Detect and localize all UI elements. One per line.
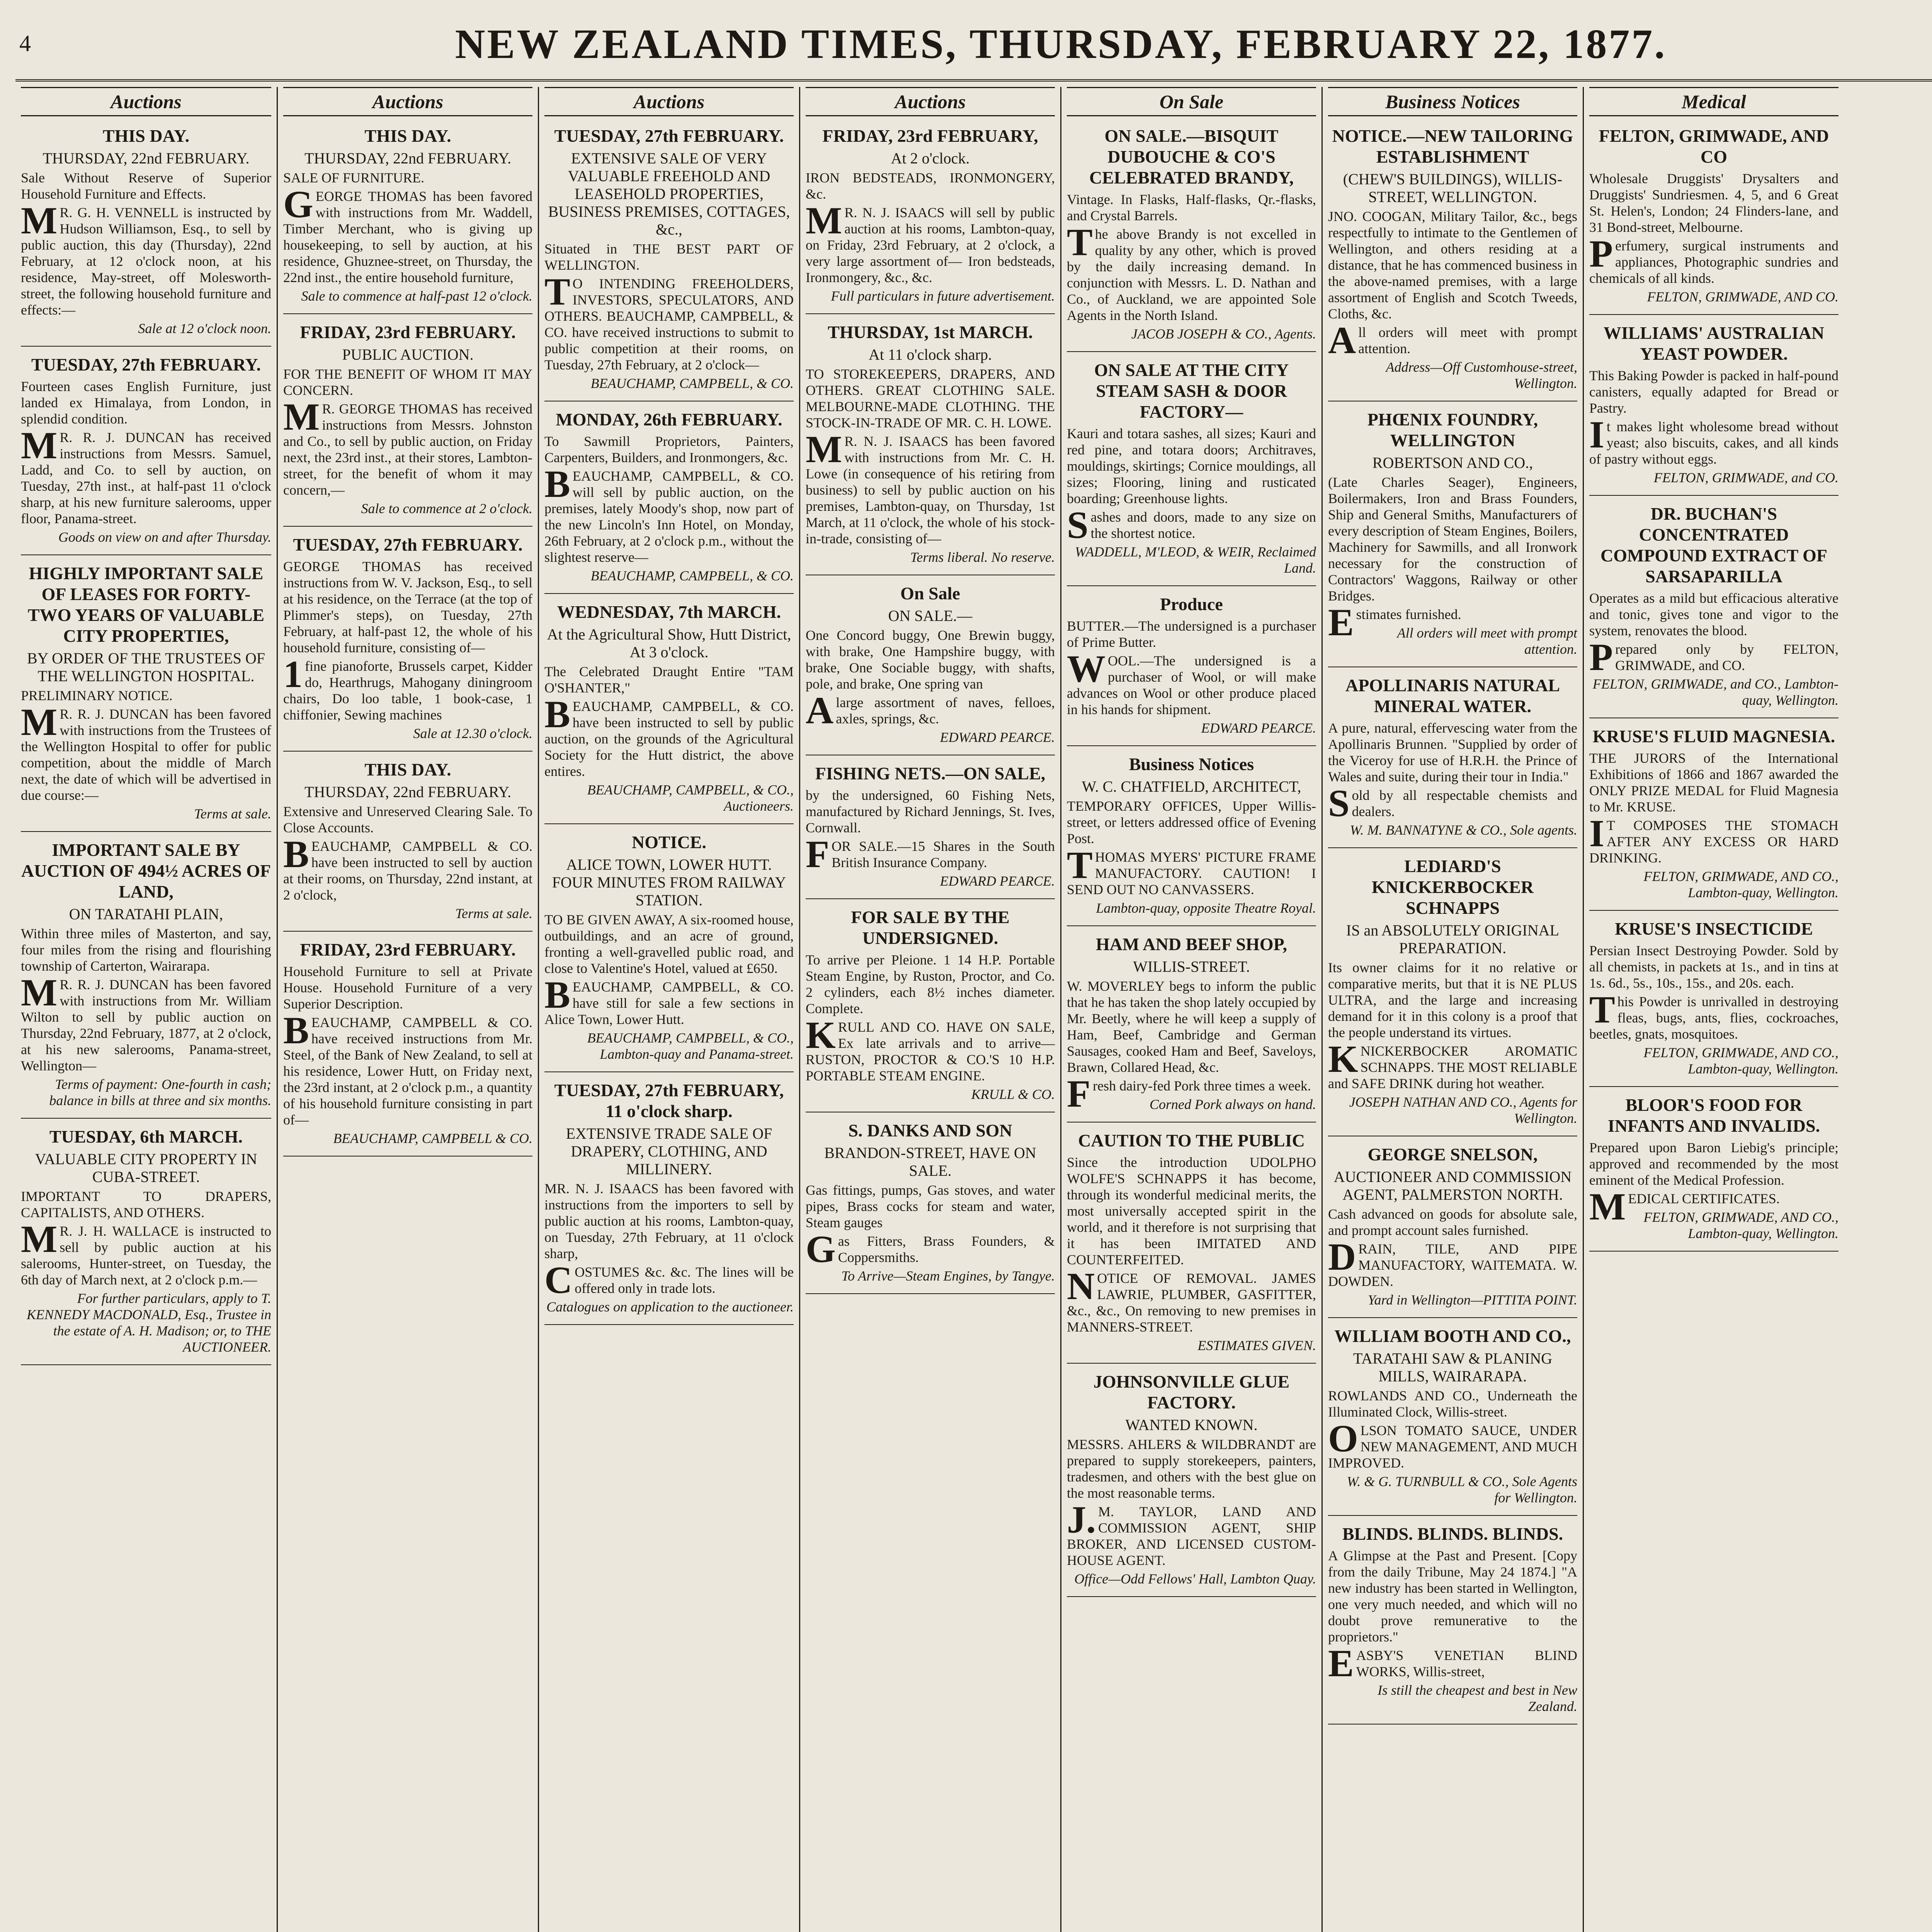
ad-signature: FELTON, GRIMWADE, and CO., Lambton-quay, Wellington. <box>1592 676 1838 708</box>
advertisement <box>544 828 794 1072</box>
ad-subheadline: BY ORDER OF THE TRUSTEES OF THE WELLINGTON HOSPITAL. <box>27 650 265 685</box>
ad-headline: THIS DAY. <box>102 126 190 146</box>
ad-signature: FELTON, GRIMWADE, and CO. <box>1653 470 1838 485</box>
ad-body-text: MR. N. J. ISAACS has been favored with instructions from Mr. C. H. Lowe (in consequence of his retiring from business) to sell by public auction on his premises, Lambton-quay, on Thursday, 1st March, at 11 o'clock, the whole of his stock-in-trade, consisting of— <box>806 428 1055 546</box>
advertisement <box>1328 852 1577 1136</box>
ad-body-text: MR. G. H. VENNELL is instructed by Hudson Williamson, Esq., to sell by public auction, this day (Thursday), 22nd February, at 12 o'clock noon, at his residence, May-street, off Molesworth-street, the following household furniture and effects:— <box>21 199 271 318</box>
ad-lead-text: (Late Charles Seager), Engineers, Boilermakers, Iron and Brass Founders, Ship and General Smiths, Manufacturers of every description of Steam Engines, Boilers, Machinery for Sawmills, and all Ironwork necessary for the construction of Contractors' Waggons, Railway or other Bridges. <box>1328 474 1577 604</box>
ad-headline: TUESDAY, 27th FEBRUARY. <box>554 126 784 146</box>
ad-body-text: It makes light wholesome bread without yeast; also biscuits, cakes, and all kinds of pastry without eggs. <box>1589 413 1838 467</box>
ad-signature: Terms at sale. <box>455 906 532 921</box>
ad-headline: WEDNESDAY, 7th MARCH. <box>557 602 781 622</box>
ad-signature: Sale to commence at 2 o'clock. <box>361 501 532 516</box>
ad-body-text: BEAUCHAMP, CAMPBELL, & CO. have been instructed to sell by public auction, on the grounds of the Agricultural Society for the Hutt district, the above entires. <box>544 693 794 779</box>
ad-subheadline: ON SALE.— <box>888 607 973 624</box>
ad-lead-text: This Baking Powder is packed in half-pound canisters, equally adapted for Bread or Pastry. <box>1589 368 1838 416</box>
ad-signature: BEAUCHAMP, CAMPBELL, & CO. <box>590 376 794 391</box>
column-heading: Medical <box>1589 87 1838 116</box>
ad-body-text: Sashes and doors, made to any size on the shortest notice. <box>1067 503 1316 546</box>
column-heading: Auctions <box>283 87 532 116</box>
ad-headline: NOTICE. <box>632 832 706 852</box>
ad-lead-text: Household Furniture to sell at Private House. Household Furniture of a very Superior Description. <box>283 964 532 1012</box>
ad-lead-text: JNO. COOGAN, Military Tailor, &c., begs respectfully to intimate to the Gentlemen of Wellington, and others residing at a distance, that he has commenced business in the above-named premises, with a large assortment of English and Scotch Tweeds, Cloths, &c. <box>1328 209 1577 321</box>
ad-subheadline: ALICE TOWN, LOWER HUTT. FOUR MINUTES FROM RAILWAY STATION. <box>552 856 786 909</box>
ad-lead-text: W. MOVERLEY begs to inform the public that he has taken the shop lately occupied by Mr. Beetly, where he will keep a supply of Ham, Beef, Cambridge and German Sausages, cooked Ham and Beef, Saveloys, Brawn, Collared Head, &c. <box>1067 978 1316 1075</box>
ad-signature: To Arrive—Steam Engines, by Tangye. <box>841 1268 1055 1284</box>
ad-signature: BEAUCHAMP, CAMPBELL & CO. <box>333 1131 532 1146</box>
advertisement <box>283 318 532 527</box>
ad-body-text: Prepared only by FELTON, GRIMWADE, and CO. <box>1589 636 1838 679</box>
column-heading: Auctions <box>544 87 794 116</box>
column-1 <box>15 87 277 1932</box>
ad-subheadline: At the Agricultural Show, Hutt District, At 3 o'clock. <box>547 626 791 661</box>
ad-headline: FRIDAY, 23rd FEBRUARY. <box>300 940 516 959</box>
ad-signature: JOSEPH NATHAN AND CO., Agents for Wellington. <box>1349 1094 1577 1126</box>
column-heading: On Sale <box>1067 87 1316 116</box>
ad-lead-text: Since the introduction UDOLPHO WOLFE'S SCHNAPPS it has become, through its wonderful medicinal merits, the most universally accepted spirit in the world, and it therefore is not surprising that it has been IMITATED AND COUNTERFEITED. <box>1067 1155 1316 1267</box>
ad-signature: Lambton-quay, opposite Theatre Royal. <box>1096 900 1316 916</box>
column-heading: Auctions <box>21 87 271 116</box>
advertisement <box>1328 405 1577 667</box>
ad-lead-text: To arrive per Pleione. 1 14 H.P. Portable Steam Engine, by Ruston, Proctor, and Co. 2 cylinders, each 8½ inches diameter. Complete. <box>806 952 1055 1016</box>
column-2 <box>277 87 538 1932</box>
ad-lead-text: Within three miles of Masterton, and say, four miles from the rising and flourishing township of Carterton, Wairarapa. <box>21 926 271 974</box>
ad-signature: FELTON, GRIMWADE, AND CO., Lambton-quay, Wellington. <box>1643 1045 1838 1077</box>
ad-signature: Full particulars in future advertisement. <box>831 288 1055 304</box>
ad-lead-text: To Sawmill Proprietors, Painters, Carpenters, Builders, and Ironmongers, &c. <box>544 434 794 465</box>
ad-headline: FOR SALE BY THE UNDERSIGNED. <box>851 907 1010 948</box>
ad-headline: FRIDAY, 23rd FEBRUARY. <box>300 322 516 342</box>
ad-headline: TUESDAY, 6th MARCH. <box>49 1127 243 1146</box>
ad-signature: Catalogues on application to the auctioneer. <box>546 1299 794 1315</box>
ad-body-text: KRULL AND CO. HAVE ON SALE, Ex late arrivals and to arrive— RUSTON, PROCTOR & CO.'S 10 H.P. PORTABLE STEAM ENGINE. <box>806 1014 1055 1083</box>
ad-headline: NOTICE.—NEW TAILORING ESTABLISHMENT <box>1332 126 1573 167</box>
ad-lead-text: GEORGE THOMAS has received instructions from W. V. Jackson, Esq., to sell at his residence, on the Terrace (at the top of Plimmer's steps), on Tuesday, 27th February, at half-past 12, the whole of his household furniture, consisting of— <box>283 559 532 655</box>
ad-signature: All orders will meet with prompt attention. <box>1397 625 1577 657</box>
ad-lead-text: Sale Without Reserve of Superior Household Furniture and Effects. <box>21 170 271 202</box>
ad-headline: LEDIARD'S KNICKERBOCKER SCHNAPPS <box>1371 856 1534 918</box>
ad-subheadline: VALUABLE CITY PROPERTY IN CUBA-STREET. <box>35 1150 257 1185</box>
ad-body-text: All orders will meet with prompt attention. <box>1328 319 1577 362</box>
ad-headline: S. DANKS AND SON <box>848 1121 1012 1140</box>
advertisement <box>1328 671 1577 848</box>
ad-body-text: THOMAS MYERS' PICTURE FRAME MANUFACTORY. CAUTION! I SEND OUT NO CANVASSERS. <box>1067 844 1316 897</box>
ad-body-text: MR. R. J. DUNCAN has received instructions from Messrs. Samuel, Ladd, and Co. to sell by auction, on Tuesday, 27th inst., at half-past 11 o'clock sharp, at his new furniture salerooms, upper floor, Panama-street. <box>21 424 271 526</box>
page-number: 4 <box>19 31 31 56</box>
ad-lead-text: Kauri and totara sashes, all sizes; Kauri and red pine, and totara doors; Architraves, mouldings, skirtings; Cornice mouldings, all sizes; Flooring, lining and rusticated boarding; Greenhouse lights. <box>1067 426 1316 506</box>
ad-body-text: TO INTENDING FREEHOLDERS, INVESTORS, SPECULATORS, AND OTHERS. BEAUCHAMP, CAMPBELL, & CO. have received instructions to submit to public competition at their rooms, on Tuesday, 27th February, at 2 o'clock— <box>544 270 794 372</box>
ad-lead-text: A Glimpse at the Past and Present. [Copy from the daily Tribune, May 24 1874.] "A new industry has been started in Wellington, one very much needed, and which will no doubt prove remunerative to the proprietors." <box>1328 1548 1577 1645</box>
advertisement <box>1589 722 1838 911</box>
ad-subheadline: At 2 o'clock. <box>891 150 970 167</box>
advertisement <box>1067 122 1316 352</box>
ad-headline: WILLIAMS' AUSTRALIAN YEAST POWDER. <box>1603 323 1825 364</box>
ad-subheadline: EXTENSIVE TRADE SALE OF DRAPERY, CLOTHING, AND MILLINERY. <box>566 1125 772 1178</box>
ad-subheadline: W. C. CHATFIELD, ARCHITECT, <box>1082 778 1301 795</box>
advertisement <box>806 759 1055 899</box>
ad-headline: KRUSE'S FLUID MAGNESIA. <box>1592 726 1835 746</box>
advertisement <box>1328 1140 1577 1318</box>
ad-signature: ESTIMATES GIVEN. <box>1197 1338 1316 1353</box>
ad-subheadline: PUBLIC AUCTION. <box>342 346 474 363</box>
ad-signature: Sale at 12 o'clock noon. <box>138 321 271 336</box>
ad-lead-text: Gas fittings, pumps, Gas stoves, and water pipes, Brass cocks for steam and water, Steam gauges <box>806 1182 1055 1230</box>
ad-signature: Sale at 12.30 o'clock. <box>413 726 532 741</box>
ad-body-text: The above Brandy is not excelled in quality by any other, which is proved by the daily increasing demand. In conjunction with Messrs. L. D. Nathan and Co., of Auckland, we are appointed Sole Agents in the North Island. <box>1067 221 1316 323</box>
ad-headline: PHŒNIX FOUNDRY, WELLINGTON <box>1367 410 1538 450</box>
ad-lead-text: Its owner claims for it no relative or comparative merits, but that it is NE PLUS ULTRA, and the large and increasing demand for it in this colony is a proof that the people understand its virtues. <box>1328 960 1577 1040</box>
ad-headline: Produce <box>1160 594 1223 614</box>
ad-headline: TUESDAY, 27th FEBRUARY. <box>293 535 523 554</box>
ad-subheadline: ROBERTSON AND CO., <box>1372 454 1533 471</box>
advertisement <box>1589 500 1838 718</box>
ad-lead-text: The Celebrated Draught Entire "TAM O'SHANTER," <box>544 664 794 696</box>
ad-body-text: BEAUCHAMP, CAMPBELL & CO. have been instructed to sell by auction at their rooms, on Thursday, 22nd instant, at 2 o'clock, <box>283 833 532 903</box>
columns <box>15 87 1932 1932</box>
column-4 <box>799 87 1060 1932</box>
advertisement <box>283 935 532 1156</box>
newspaper-title: NEW ZEALAND TIMES, THURSDAY, FEBRUARY 22, 1877. <box>455 21 1667 67</box>
ad-headline: APOLLINARIS NATURAL MINERAL WATER. <box>1345 675 1560 716</box>
ad-headline: TUESDAY, 27th FEBRUARY. <box>31 355 261 374</box>
advertisement <box>1067 750 1316 926</box>
advertisement <box>1067 1367 1316 1597</box>
ad-body-text: MR. J. H. WALLACE is instructed to sell by public auction at his salerooms, Hunter-street, on Tuesday, the 6th day of March next, at 2 o'clock p.m.— <box>21 1218 271 1287</box>
ad-headline: FRIDAY, 23rd FEBRUARY, <box>822 126 1038 146</box>
ad-lead-text: BUTTER.—The undersigned is a purchaser of Prime Butter. <box>1067 618 1316 650</box>
masthead-rule <box>15 79 1932 82</box>
ad-lead-text: Extensive and Unreserved Clearing Sale. To Close Accounts. <box>283 804 532 835</box>
ad-lead-text: One Concord buggy, One Brewin buggy, with brake, One Hampshire buggy, with brake, One Sociable buggy, with shafts, pole, and brake, One spring van <box>806 628 1055 692</box>
ad-subheadline: THURSDAY, 22nd FEBRUARY. <box>304 783 511 801</box>
ad-headline: THIS DAY. <box>364 760 451 779</box>
advertisement <box>806 122 1055 314</box>
ad-body-text: COSTUMES &c. &c. The lines will be offered only in trade lots. <box>544 1259 794 1301</box>
ad-subheadline: ON TARATAHI PLAIN, <box>69 905 223 923</box>
ad-lead-text: A pure, natural, effervescing water from the Apollinaris Brunnen. "Supplied by order of the Viceroy for use of H.R.H. the Prince of Wales and suite, during their tour in India." <box>1328 720 1577 784</box>
column-3 <box>538 87 799 1932</box>
ad-signature: Address—Off Customhouse-street, Wellington. <box>1386 359 1577 391</box>
advertisement <box>806 1116 1055 1294</box>
column-6 <box>1321 87 1583 1932</box>
ad-body-text: Fresh dairy-fed Pork three times a week. <box>1067 1072 1311 1115</box>
ad-headline: KRUSE'S INSECTICIDE <box>1615 919 1813 939</box>
ad-lead-text: MESSRS. AHLERS & WILDBRANDT are prepared to supply storekeepers, painters, tradesmen, and others with the best glue on the most reasonable terms. <box>1067 1437 1316 1501</box>
ad-signature: BEAUCHAMP, CAMPBELL, & CO., Lambton-quay and Panama-street. <box>587 1030 794 1062</box>
ad-signature: FELTON, GRIMWADE, AND CO., Lambton-quay, Wellington. <box>1643 869 1838 900</box>
ad-body-text: GEORGE THOMAS has been favored with instructions from Mr. Waddell, Timber Merchant, who is giving up housekeeping, to sell by auction, at his residence, Ghuznee-street, on Thursday, the 22nd inst., the entire household furniture, <box>283 183 532 285</box>
ad-lead-text: ROWLANDS AND CO., Underneath the Illuminated Clock, Willis-street. <box>1328 1388 1577 1420</box>
advertisement <box>544 1076 794 1325</box>
ad-headline: Business Notices <box>1129 754 1254 774</box>
ad-body-text: MR. GEORGE THOMAS has received instructions from Messrs. Johnston and Co., to sell by public auction, on Friday next, the 23rd inst., at their stores, Lambton-street, for the benefit of whom it may concern,— <box>283 395 532 498</box>
ad-headline: CAUTION TO THE PUBLIC <box>1078 1131 1305 1150</box>
ad-body-text: Perfumery, surgical instruments and appliances, Photographic sundries and chemicals of all kinds. <box>1589 232 1838 286</box>
ad-body-text: WOOL.—The undersigned is a purchaser of Wool, or will make advances on Wool or other produce placed in his hands for shipment. <box>1067 647 1316 717</box>
column-7 <box>1583 87 1844 1932</box>
ad-lead-text: FOR THE BENEFIT OF WHOM IT MAY CONCERN. <box>283 366 532 398</box>
masthead <box>15 15 1932 73</box>
ad-lead-text: MR. N. J. ISAACS has been favored with instructions from the importers to sell by public auction at his rooms, Lambton-quay, on Tuesday, 27th February, at 11 o'clock sharp, <box>544 1181 794 1261</box>
advertisement <box>283 122 532 314</box>
column-5 <box>1060 87 1321 1932</box>
ad-subheadline: THURSDAY, 22nd FEBRUARY. <box>304 150 511 167</box>
ad-signature: FELTON, GRIMWADE, AND CO., Lambton-quay, Wellington. <box>1643 1209 1838 1241</box>
advertisement <box>1067 356 1316 586</box>
ad-lead-text: Wholesale Druggists' Drysalters and Druggists' Sundriesmen. 4, 5, and 6 Great St. Helen's, London; 24 Flinders-lane, and 31 Bond-street, Melbourne. <box>1589 171 1838 235</box>
advertisement <box>21 836 271 1119</box>
ad-signature: Terms liberal. No reserve. <box>910 549 1055 565</box>
ad-body-text: IT COMPOSES THE STOMACH AFTER ANY EXCESS OR HARD DRINKING. <box>1589 812 1838 866</box>
advertisement <box>544 122 794 401</box>
ad-headline: JOHNSONVILLE GLUE FACTORY. <box>1093 1372 1290 1412</box>
column-heading: Business Notices <box>1328 87 1577 116</box>
ad-body-text: BEAUCHAMP, CAMPBELL, & CO. have still for sale a few sections in Alice Town, Lower Hutt. <box>544 973 794 1027</box>
ad-headline: WILLIAM BOOTH AND CO., <box>1334 1326 1571 1346</box>
ad-lead-text: Prepared upon Baron Liebig's principle; approved and recommended by the most eminent of the Medical Profession. <box>1589 1140 1838 1188</box>
ad-signature: FELTON, GRIMWADE, AND CO. <box>1647 289 1838 304</box>
ad-subheadline: At 11 o'clock sharp. <box>869 346 992 363</box>
ad-headline: MONDAY, 26th FEBRUARY. <box>556 410 782 429</box>
ad-body-text: Estimates furnished. <box>1328 601 1461 644</box>
advertisement <box>21 350 271 555</box>
advertisement <box>21 122 271 347</box>
ad-body-text: KNICKERBOCKER AROMATIC SCHNAPPS. THE MOST RELIABLE and SAFE DRINK during hot weather. <box>1328 1037 1577 1091</box>
ad-body-text: 1fine pianoforte, Brussels carpet, Kidder do, Hearthrugs, Mahogany diningroom chairs, Do loo table, 1 book-case, 1 chiffonier, Sewing machines <box>283 653 532 723</box>
ad-body-text: Sold by all respectable chemists and dealers. <box>1328 782 1577 825</box>
ad-lead-text: IRON BEDSTEADS, IRONMONGERY, &c. <box>806 170 1055 202</box>
advertisement <box>1328 1520 1577 1725</box>
ad-signature: EDWARD PEARCE. <box>940 873 1055 889</box>
ad-body-text: FOR SALE.—15 Shares in the South British Insurance Company. <box>806 833 1055 876</box>
ad-headline: ON SALE.—BISQUIT DUBOUCHE & CO'S CELEBRATED BRANDY, <box>1089 126 1294 187</box>
advertisement <box>1067 1126 1316 1364</box>
column-heading: Auctions <box>806 87 1055 116</box>
ad-body-text: BEAUCHAMP, CAMPBELL, & CO. will sell by public auction, on the premises, lately Moody's shop, now part of the new Lincoln's Inn Hotel, on Monday, 26th February, at 2 o'clock p.m., without the slightest reserve— <box>544 463 794 565</box>
ad-headline: DR. BUCHAN'S CONCENTRATED COMPOUND EXTRACT OF SARSAPARILLA <box>1600 504 1827 586</box>
ad-headline: THIS DAY. <box>364 126 451 146</box>
ad-signature: WADDELL, M'LEOD, & WEIR, Reclaimed Land. <box>1075 544 1316 576</box>
ad-subheadline: THURSDAY, 22nd FEBRUARY. <box>43 150 250 167</box>
ad-lead-text: Cash advanced on goods for absolute sale, and prompt account sales furnished. <box>1328 1206 1577 1238</box>
ad-headline: BLINDS. BLINDS. BLINDS. <box>1342 1524 1563 1544</box>
ad-lead-text: THE JURORS of the International Exhibitions of 1866 and 1867 awarded the ONLY PRIZE MEDAL for Fluid Magnesia to Mr. KRUSE. <box>1589 750 1838 815</box>
ad-signature: Yard in Wellington—PITTITA POINT. <box>1367 1292 1577 1308</box>
ad-headline: HIGHLY IMPORTANT SALE OF LEASES FOR FORTY-TWO YEARS OF VALUABLE CITY PROPERTIES, <box>27 563 265 646</box>
ad-signature: Is still the cheapest and best in New Zealand. <box>1378 1682 1577 1714</box>
ad-signature: EDWARD PEARCE. <box>940 730 1055 745</box>
ad-headline: HAM AND BEEF SHOP, <box>1096 934 1287 954</box>
ad-signature: Terms at sale. <box>194 806 271 821</box>
ad-lead-text: Operates as a mild but efficacious alterative and tonic, gives tone and vigor to the system, renovates the blood. <box>1589 590 1838 638</box>
ad-body-text: NOTICE OF REMOVAL. JAMES LAWRIE, PLUMBER, GASFITTER, &c., &c., On removing to new premises in MANNERS-STREET. <box>1067 1265 1316 1335</box>
ad-signature: Sale to commence at half-past 12 o'clock. <box>301 288 532 304</box>
ad-subheadline: IS an ABSOLUTELY ORIGINAL PREPARATION. <box>1346 922 1560 957</box>
advertisement <box>806 579 1055 755</box>
ad-headline: ON SALE AT THE CITY STEAM SASH & DOOR FACTORY— <box>1094 360 1289 422</box>
ad-subheadline: BRANDON-STREET, HAVE ON SALE. <box>824 1144 1036 1179</box>
ad-body-text: J.M. TAYLOR, LAND AND COMMISSION AGENT, SHIP BROKER, AND LICENSED CUSTOM-HOUSE AGENT. <box>1067 1498 1316 1568</box>
ad-subheadline: WILLIS-STREET. <box>1133 958 1250 975</box>
advertisement <box>1589 122 1838 315</box>
advertisement <box>806 903 1055 1112</box>
ad-lead-text: TO BE GIVEN AWAY, A six-roomed house, outbuildings, and an acre of ground, fronting a well-gravelled public road, and close to Valentine's Hotel, valued at £650. <box>544 912 794 976</box>
ad-body-text: MR. R. J. DUNCAN has been favored with instructions from the Trustees of the Wellington Hospital to offer for public competition, about the middle of March next, the date of which will be advertised in due course:— <box>21 701 271 803</box>
ad-lead-text: Fourteen cases English Furniture, just landed ex Himalaya, from London, in splendid condition. <box>21 379 271 427</box>
ad-body-text: BEAUCHAMP, CAMPBELL & CO. have received instructions from Mr. Steel, of the Bank of New Zealand, to sell at his residence, Lower Hutt, on Friday next, the 23rd instant, at 2 o'clock p.m., a quantity of his household furniture consisting in part of— <box>283 1009 532 1128</box>
advertisement <box>1589 915 1838 1087</box>
ad-signature: W. & G. TURNBULL & CO., Sole Agents for Wellington. <box>1347 1474 1577 1505</box>
advertisement <box>283 531 532 752</box>
ad-lead-text: by the undersigned, 60 Fishing Nets, manufactured by Richard Jennings, St. Ives, Cornwall. <box>806 787 1055 835</box>
advertisement <box>544 598 794 824</box>
ad-lead-text: Situated in THE BEST PART OF WELLINGTON. <box>544 241 794 273</box>
ad-headline: IMPORTANT SALE BY AUCTION OF 494½ ACRES OF LAND, <box>21 840 271 901</box>
ad-body-text: DRAIN, TILE, AND PIPE MANUFACTORY, WAITEMATA. W. DOWDEN. <box>1328 1235 1577 1289</box>
advertisement <box>1589 1091 1838 1252</box>
ad-lead-text: Vintage. In Flasks, Half-flasks, Qr.-flasks, and Crystal Barrels. <box>1067 192 1316 223</box>
ad-signature: Office—Odd Fellows' Hall, Lambton Quay. <box>1074 1571 1316 1587</box>
ad-subheadline: TARATAHI SAW & PLANING MILLS, WAIRARAPA. <box>1353 1350 1553 1385</box>
ad-body-text: EASBY'S VENETIAN BLIND WORKS, Willis-street, <box>1328 1642 1577 1685</box>
ad-subheadline: AUCTIONEER AND COMMISSION AGENT, PALMERSTON NORTH. <box>1333 1168 1572 1203</box>
ad-headline: FELTON, GRIMWADE, AND CO <box>1599 126 1829 167</box>
ad-subheadline: (CHEW'S BUILDINGS), WILLIS-STREET, WELLINGTON. <box>1343 170 1563 206</box>
ad-signature: W. M. BANNATYNE & CO., Sole agents. <box>1350 822 1577 838</box>
ad-signature: Corned Pork always on hand. <box>1150 1097 1316 1112</box>
advertisement <box>806 318 1055 575</box>
advertisement <box>1589 319 1838 496</box>
ad-signature: BEAUCHAMP, CAMPBELL, & CO. <box>590 568 794 583</box>
advertisement <box>21 559 271 832</box>
ad-headline: TUESDAY, 27th FEBRUARY, 11 o'clock sharp. <box>554 1080 784 1121</box>
advertisement <box>1067 930 1316 1122</box>
advertisement <box>21 1122 271 1365</box>
ad-headline: THURSDAY, 1st MARCH. <box>828 322 1033 342</box>
advertisement <box>544 405 794 594</box>
ad-lead-text: IMPORTANT TO DRAPERS, CAPITALISTS, AND OTHERS. <box>21 1189 271 1220</box>
ad-body-text: Gas Fitters, Brass Founders, & Coppersmiths. <box>806 1228 1055 1270</box>
ad-signature: Goods on view on and after Thursday. <box>58 529 271 545</box>
ad-subheadline: WANTED KNOWN. <box>1125 1416 1258 1434</box>
ad-lead-text: SALE OF FURNITURE. <box>283 170 425 185</box>
ad-headline: FISHING NETS.—ON SALE, <box>815 764 1046 783</box>
advertisement <box>1328 122 1577 401</box>
ad-lead-text: PRELIMINARY NOTICE. <box>21 688 173 703</box>
ad-body-text: Alarge assortment of naves, felloes, axles, springs, &c. <box>806 689 1055 732</box>
ad-body-text: MEDICAL CERTIFICATES. <box>1589 1185 1780 1228</box>
ad-headline: BLOOR'S FOOD FOR INFANTS AND INVALIDS. <box>1607 1095 1820 1136</box>
ad-body-text: OLSON TOMATO SAUCE, UNDER NEW MANAGEMENT, AND MUCH IMPROVED. <box>1328 1417 1577 1471</box>
ad-lead-text: TEMPORARY OFFICES, Upper Willis-street, or letters addressed office of Evening Post. <box>1067 798 1316 846</box>
advertisement <box>1328 1322 1577 1516</box>
ad-headline: GEORGE SNELSON, <box>1367 1145 1538 1164</box>
ad-lead-text: Persian Insect Destroying Powder. Sold by all chemists, in packets at 1s., and in tins at 1s. 6d., 5s., 10s., 15s., and 20s. each. <box>1589 943 1838 991</box>
ad-signature: EDWARD PEARCE. <box>1201 720 1316 736</box>
ad-headline: On Sale <box>900 583 960 603</box>
advertisement <box>283 755 532 932</box>
ad-signature: For further particulars, apply to T. KENNEDY MACDONALD, Esq., Trustee in the estate of A. H. Madison; or, to THE AUCTIONEER. <box>26 1291 271 1355</box>
ad-body-text: This Powder is unrivalled in destroying fleas, bugs, ants, flies, cockroaches, beetles, gnats, mosquitoes. <box>1589 988 1838 1042</box>
ad-signature: BEAUCHAMP, CAMPBELL, & CO., Auctioneers. <box>587 782 794 814</box>
ad-body-text: MR. N. J. ISAACS will sell by public auction at his rooms, Lambton-quay, on Friday, 23rd February, at 2 o'clock, a very large assortment of— Iron bedsteads, Ironmongery, &c., &c. <box>806 199 1055 285</box>
ad-signature: KRULL & CO. <box>971 1087 1055 1102</box>
ad-subheadline: EXTENSIVE SALE OF VERY VALUABLE FREEHOLD AND LEASEHOLD PROPERTIES, BUSINESS PREMISES, COTTAGES, &c., <box>548 150 790 238</box>
ad-lead-text: TO STOREKEEPERS, DRAPERS, AND OTHERS. GREAT CLOTHING SALE. MELBOURNE-MADE CLOTHING. THE STOCK-IN-TRADE OF MR. C. H. LOWE. <box>806 366 1055 430</box>
ad-signature: Terms of payment: One-fourth in cash; balance in bills at three and six months. <box>49 1077 271 1108</box>
ad-body-text: MR. R. J. DUNCAN has been favored with instructions from Mr. William Wilton to sell by public auction on Thursday, 22nd February, 1877, at 2 o'clock, at his new salerooms, Panama-street, Wellington— <box>21 971 271 1073</box>
ad-signature: JACOB JOSEPH & CO., Agents. <box>1131 326 1316 342</box>
advertisement <box>1067 590 1316 746</box>
